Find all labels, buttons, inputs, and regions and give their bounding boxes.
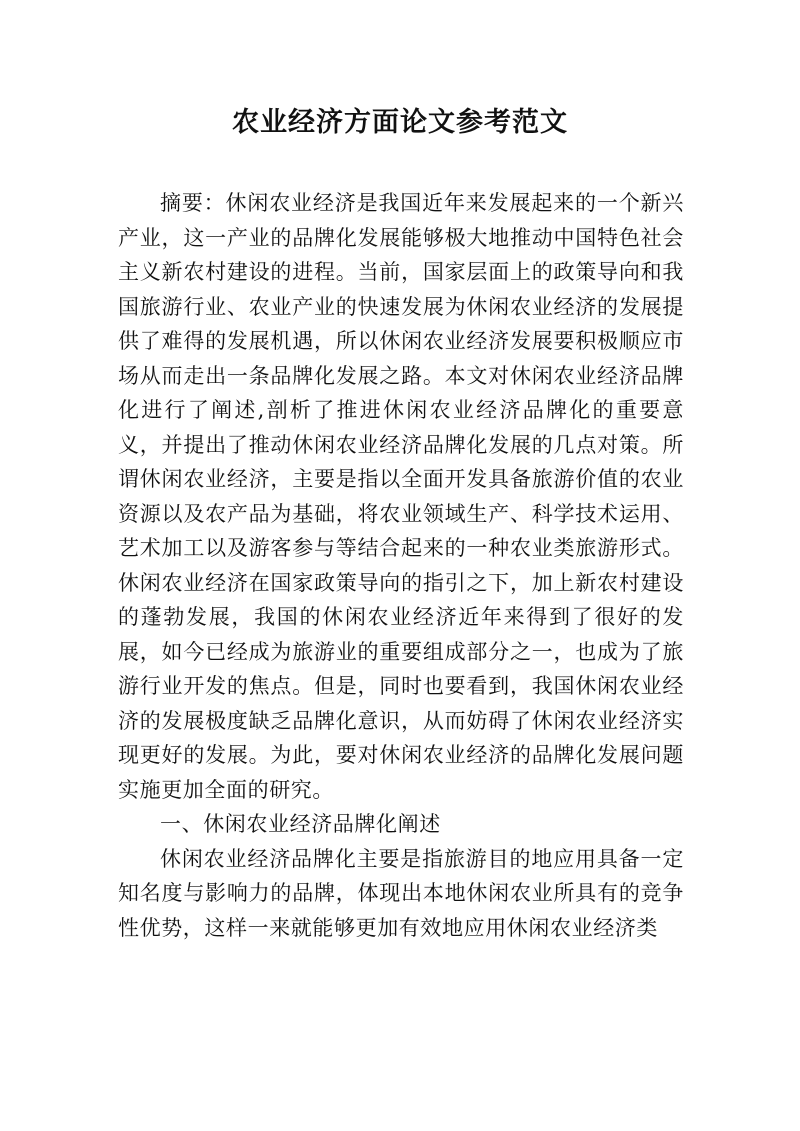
body-paragraph: 休闲农业经济品牌化主要是指旅游目的地应用具备一定知名度与影响力的品牌，体现出本地休闲农业所具有的竞争性优势，这样一来就能够更加有效地应用休闲农业经济类 (118, 846, 684, 940)
document-title: 农业经济方面论文参考范文 (232, 107, 568, 138)
section-heading-1: 一、休闲农业经济品牌化阐述 (160, 812, 441, 836)
abstract-paragraph: 摘要：休闲农业经济是我国近年来发展起来的一个新兴产业，这一产业的品牌化发展能够极大地推动中国特色社会主义新农村建设的进程。当前，国家层面上的政策导向和我国旅游行业、农业产业的快速发展为休闲农业经济的发展提供了难得的发展机遇，所以休闲农业经济发展要积极顺应市场从而走出一条品牌化发展之路。本文对休闲农业经济品牌化进行了阐述,剖析了推进休闲农业经济品牌化的重要意义，并提出了推动休闲农业经济品牌化发展的几点对策。所谓休闲农业经济，主要是指以全面开发具备旅游价值的农业资源以及农产品为基础，将农业领域生产、科学技术运用、艺术加工以及游客参与等结合起来的一种农业类旅游形式。休闲农业经济在国家政策导向的指引之下，加上新农村建设的蓬勃发展，我国的休闲农业经济近年来得到了很好的发展，如今已经成为旅游业的重要组成部分之一，也成为了旅游行业开发的焦点。但是，同时也要看到，我国休闲农业经济的发展极度缺乏品牌化意识，从而妨碍了休闲农业经济实现更好的发展。为此，要对休闲农业经济的品牌化发展问题实施更加全面的研究。 (118, 191, 684, 802)
document-body (118, 186, 684, 945)
